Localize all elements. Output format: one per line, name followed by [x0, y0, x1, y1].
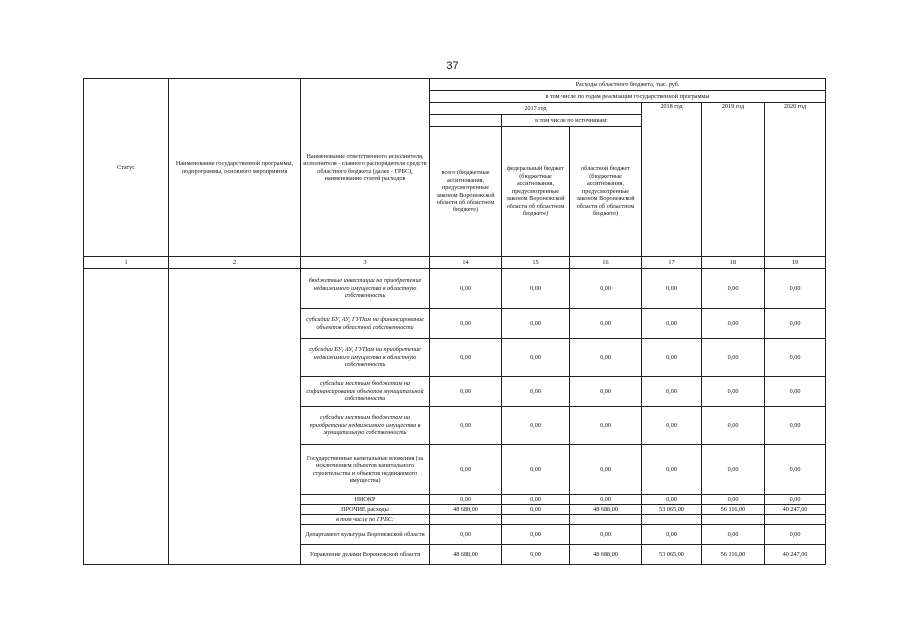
cell-value: 0,00: [430, 525, 502, 545]
cell-value: 0,00: [570, 495, 642, 505]
cell-value: [502, 515, 570, 525]
column-number: 3: [301, 257, 430, 269]
cell-value: 0,00: [642, 495, 702, 505]
header-total: всего (бюджетные ассигнования, предусмотренные законом Воронежской области об областном бюджете): [430, 127, 502, 257]
status-cell: [84, 269, 169, 565]
row-label: НИОКР: [301, 495, 430, 505]
header-status: Статус: [84, 79, 169, 257]
cell-value: [765, 515, 826, 525]
cell-value: 0,00: [642, 407, 702, 445]
cell-value: 0,00: [642, 377, 702, 407]
cell-value: 0,00: [702, 407, 765, 445]
cell-value: 0,00: [430, 407, 502, 445]
cell-value: 0,00: [642, 309, 702, 339]
cell-value: 0,00: [702, 495, 765, 505]
budget-table: [83, 78, 826, 565]
header-year-2017: 2017 год: [430, 103, 642, 115]
cell-value: 0,00: [502, 377, 570, 407]
cell-value: 0,00: [502, 407, 570, 445]
header-by-sources: в том числе по источникам:: [502, 115, 642, 127]
cell-value: 0,00: [642, 339, 702, 377]
column-number: 14: [430, 257, 502, 269]
cell-value: 0,00: [570, 445, 642, 495]
cell-value: 0,00: [765, 525, 826, 545]
column-number: 1: [84, 257, 169, 269]
cell-value: 48 688,00: [570, 545, 642, 565]
cell-value: 0,00: [702, 377, 765, 407]
header-year-2020: 2020 год: [765, 103, 826, 257]
cell-value: 0,00: [702, 445, 765, 495]
cell-value: 0,00: [765, 407, 826, 445]
cell-value: 0,00: [765, 339, 826, 377]
cell-value: 0,00: [502, 339, 570, 377]
cell-value: 0,00: [430, 269, 502, 309]
row-label: в том числе по ГРБС:: [301, 515, 430, 525]
header-year-2019: 2019 год: [702, 103, 765, 257]
cell-value: 0,00: [570, 309, 642, 339]
row-label: субсидии местным бюджетам на приобретение недвижимого имущества в муниципальную собственность: [301, 407, 430, 445]
cell-value: 48 688,00: [570, 505, 642, 515]
cell-value: 0,00: [570, 407, 642, 445]
cell-value: 0,00: [702, 309, 765, 339]
cell-value: 0,00: [642, 269, 702, 309]
cell-value: 0,00: [702, 269, 765, 309]
row-label: субсидии БУ, АУ, ГУПам на финансирование объектов областной собственности: [301, 309, 430, 339]
cell-value: 0,00: [502, 495, 570, 505]
column-numbers-row: [84, 257, 826, 269]
cell-value: 0,00: [502, 505, 570, 515]
cell-value: 0,00: [502, 309, 570, 339]
cell-value: 0,00: [570, 377, 642, 407]
cell-value: 0,00: [765, 269, 826, 309]
cell-value: 0,00: [702, 339, 765, 377]
row-label: Департамент культуры Воронежской области: [301, 525, 430, 545]
page-number: 37: [446, 60, 459, 72]
cell-value: 0,00: [642, 445, 702, 495]
cell-value: [642, 515, 702, 525]
row-label: ПРОЧИЕ расходы: [301, 505, 430, 515]
cell-value: 0,00: [570, 525, 642, 545]
row-label: субсидии БУ, АУ, ГУПам на приобретение недвижимого имущества в областную собственность: [301, 339, 430, 377]
cell-value: 0,00: [765, 495, 826, 505]
cell-value: [702, 515, 765, 525]
program-cell: [169, 269, 301, 565]
cell-value: 0,00: [430, 445, 502, 495]
cell-value: 56 116,00: [702, 505, 765, 515]
column-number: 16: [570, 257, 642, 269]
cell-value: 0,00: [570, 269, 642, 309]
cell-value: 56 116,00: [702, 545, 765, 565]
cell-value: 0,00: [702, 525, 765, 545]
cell-value: 48 688,00: [430, 505, 502, 515]
cell-value: 0,00: [765, 309, 826, 339]
header-program-name: Наименование государственной программы, подпрограммы, основного мероприятия: [169, 79, 301, 257]
cell-value: [430, 515, 502, 525]
header-expenses: Расходы областного бюджета, тыс. руб.: [430, 79, 826, 91]
row-label: бюджетные инвестиции на приобретение недвижимого имущества в областную собственность: [301, 269, 430, 309]
header-federal: федеральный бюджет (бюджетные ассигнования, предусмотренные законом Воронежской области об областном бюджете): [502, 127, 570, 257]
table-row: [84, 269, 826, 309]
cell-value: 40 247,00: [765, 505, 826, 515]
cell-value: 48 688,00: [430, 545, 502, 565]
cell-value: 0,00: [570, 339, 642, 377]
cell-value: 0,00: [430, 377, 502, 407]
cell-value: 53 065,00: [642, 505, 702, 515]
cell-value: 0,00: [642, 525, 702, 545]
cell-value: 0,00: [765, 445, 826, 495]
cell-value: 40 247,00: [765, 545, 826, 565]
column-number: 15: [502, 257, 570, 269]
row-label: Государственные капитальные вложения (за исключением объектов капитального строительства и объектов недвижимого имущества): [301, 445, 430, 495]
cell-value: 0,00: [502, 445, 570, 495]
header-executor: Наименование ответственного исполнителя, исполнителя - главного распорядителя средств областного бюджета (далее - ГРБС), наименование статей расходов: [301, 79, 430, 257]
cell-value: 0,00: [502, 545, 570, 565]
cell-value: 0,00: [502, 525, 570, 545]
cell-value: 53 065,00: [642, 545, 702, 565]
cell-value: 0,00: [502, 269, 570, 309]
row-label: субсидии местным бюджетам на софинансирование объектов муниципальной собственности: [301, 377, 430, 407]
header-year-2018: 2018 год: [642, 103, 702, 257]
row-label: Управление делами Воронежской области: [301, 545, 430, 565]
cell-value: [570, 515, 642, 525]
column-number: 18: [702, 257, 765, 269]
column-number: 17: [642, 257, 702, 269]
cell-value: 0,00: [430, 339, 502, 377]
header-by-years: в том числе по годам реализации государственной программы: [430, 91, 826, 103]
header-regional: областной бюджет (бюджетные ассигнования, предусмотренные законом Воронежской области об областном бюджете): [570, 127, 642, 257]
column-number: 19: [765, 257, 826, 269]
cell-value: 0,00: [430, 309, 502, 339]
column-number: 2: [169, 257, 301, 269]
cell-value: 0,00: [430, 495, 502, 505]
cell-value: 0,00: [765, 377, 826, 407]
